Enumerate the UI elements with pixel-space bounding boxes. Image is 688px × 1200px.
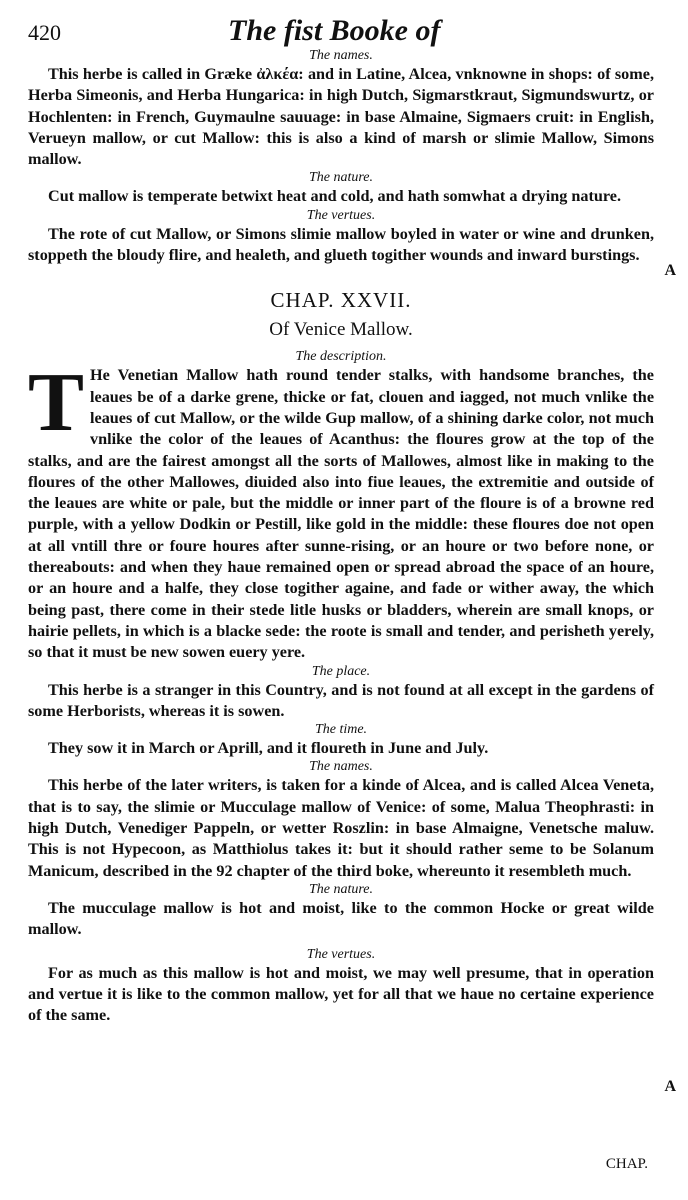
names-paragraph-2: This herbe of the later writers, is taken for a kinde of Alcea, and is called Alcea Veneta, that is to say, the slimie or Mucculage mallow of Venice: of some, Malua Theophrasti: in high Dutch, Venediger Pappeln, or wetter Roszlin: in base Almaigne, Venetsche maluw. This is not Hypecoon, as Matthiolus takes it: but it should rather seme to be Solanum Manicum, described in the 92 chapter of the third boke, whereunto it resembleth much.	[28, 776, 654, 880]
running-header	[28, 14, 654, 48]
vertues-heading-2: The vertues.	[306, 946, 376, 962]
vertues-paragraph-2: For as much as this mallow is hot and moist, we may well presume, that in operation and vertue it is like to the common mallow, yet for all that we haue no certaine experience of the same.	[28, 963, 654, 1025]
running-title: The fist Booke of	[228, 14, 441, 47]
margin-letter-2: A	[664, 1078, 676, 1095]
catchword: CHAP.	[605, 1156, 648, 1172]
chapter-title: Of Venice Mallow.	[269, 319, 413, 341]
names-heading: The names.	[309, 48, 373, 63]
nature-heading-2: The nature.	[308, 881, 374, 897]
nature-heading: The nature.	[308, 170, 374, 186]
time-paragraph: They sow it in March or Aprill, and it floureth in June and July.	[48, 739, 489, 758]
nature-paragraph: Cut mallow is temperate betwixt heat and cold, and hath somwhat a drying nature.	[48, 187, 622, 206]
place-paragraph: This herbe is a stranger in this Country, and is not found at all except in the gardens of some Herborists, whereas it is sowen.	[28, 680, 654, 720]
vertues-heading: The vertues.	[306, 207, 376, 223]
vertues-paragraph: The rote of cut Mallow, or Simons slimie mallow boyled in water or wine and drunken, stoppeth the bloudy flire, and healeth, and glueth togither wounds and inward burstings.	[28, 224, 654, 265]
time-heading: The time.	[314, 722, 368, 738]
page-number: 420	[28, 20, 61, 45]
names-paragraph: This herbe is called in Græke ἀλκέα: and in Latine, Alcea, vnknowne in shops: of some, Herba Simeonis, and Herba Hungarica: in high Dutch, Sigmarstkraut, Sigmundswurtz, or Hochlenten: in French, Guymaulne sauuage: in base Almaine, Sigmaers cruit: in English, Verueyn mallow, or cut Mallow: this is also a kind of marsh or slimie Mallow, Simons mallow.	[28, 65, 654, 169]
description-text: He Venetian Mallow hath round tender stalks, with handsome branches, the leaues be of a darke grene, thicke or fat, clouen and iagged, not much vnlike the leaues of cut Mallow, or the wilde Gup mallow, of a shining darke color, not much vnlike the color of the leaues of Acanthus: the floures grow at the top of the stalks, and are the fairest amongst all the sorts of Mallowes, almost like in making to the floures of the other Mallowes, diuided also into fiue leaues, the extremitie and outside of the leaues are white or pale, but the middle or inner part of the floure is of a browne red purple, with a yellow Dodkin or Pestill, like gold in the middle: these floures doe not open at all vntill thre or foure houres after sunne-rising, or an houre or two before none, or thereabouts: and when they haue remained open or spread abroad the space of an houre, or an houre and a halfe, they close togither againe, and fade or wither away, the which being past, there come in their stede litle husks or bladders, wherein are small knops, or hairie pellets, in which is a blacke sede: the roote is small and tender, and perisheth yerely, so that it must be new sowen euery yere.	[28, 366, 654, 662]
margin-letter: A	[664, 262, 676, 279]
drop-cap: T	[28, 356, 85, 450]
chapter-number: CHAP. XXVII.	[270, 288, 412, 313]
nature-paragraph-2: The mucculage mallow is hot and moist, like to the common Hocke or great wilde mallow.	[28, 898, 654, 939]
description-heading: The description.	[295, 349, 387, 365]
place-heading: The place.	[311, 663, 371, 679]
names-heading-2: The names.	[309, 759, 373, 775]
